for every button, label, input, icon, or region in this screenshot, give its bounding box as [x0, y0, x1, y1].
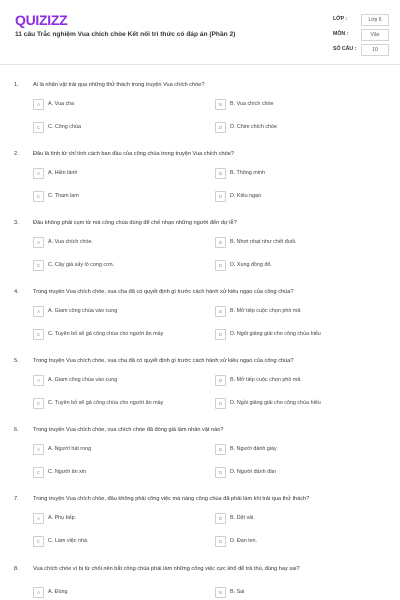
meta-subject-label: MÔN :	[333, 31, 349, 37]
option-a[interactable]	[33, 444, 193, 456]
option-letter-box: A	[33, 168, 44, 179]
option-letter-box: A	[33, 99, 44, 110]
question-text: Đâu là tính từ chỉ tính cách ban đầu của công chúa trong truyện Vua chích chòe?	[33, 151, 235, 157]
option-letter-box: B	[215, 375, 226, 386]
question-3	[0, 220, 400, 290]
question-number: 1.	[14, 82, 19, 88]
meta-subject	[333, 29, 389, 41]
option-letter-box: B	[215, 513, 226, 524]
option-c[interactable]	[33, 122, 193, 134]
meta-count-label: SỐ CÂU :	[333, 46, 357, 52]
question-number: 3.	[14, 220, 19, 226]
question-7	[0, 496, 400, 566]
option-letter-box: A	[33, 444, 44, 455]
option-c[interactable]	[33, 536, 193, 548]
option-text: A. Phụ bếp.	[48, 514, 77, 521]
option-text: C. Tham lam	[48, 192, 79, 199]
option-text: B. Sai	[230, 588, 245, 595]
question-6	[0, 427, 400, 497]
question-number: 7.	[14, 496, 19, 502]
option-letter-box: D	[215, 398, 226, 409]
option-text: C. Người ăn xin	[48, 468, 87, 475]
option-text: B. Người đánh giày	[230, 445, 277, 452]
option-text: A. Vua cha	[48, 100, 75, 107]
question-text: Trong truyện Vua chích chòe, vua chích chòe đã đóng giả làm nhân vật nào?	[33, 427, 224, 433]
option-letter-box: A	[33, 375, 44, 386]
option-a[interactable]	[33, 168, 193, 180]
option-letter-box: D	[215, 467, 226, 478]
question-5	[0, 358, 400, 428]
option-b[interactable]	[215, 375, 375, 387]
option-a[interactable]	[33, 99, 193, 111]
option-letter-box: B	[215, 99, 226, 110]
option-b[interactable]	[215, 444, 375, 456]
option-text: A. Vua chích chòe.	[48, 238, 94, 245]
option-letter-box: C	[33, 467, 44, 478]
question-number: 2.	[14, 151, 19, 157]
option-text: D. Xung đồng đỏ.	[230, 261, 272, 268]
option-b[interactable]	[215, 168, 375, 180]
option-a[interactable]	[33, 375, 193, 387]
option-letter-box: B	[215, 306, 226, 317]
meta-subject-value: Văn	[361, 29, 389, 41]
option-letter-box: C	[33, 191, 44, 202]
question-1	[0, 82, 400, 152]
meta-grade-label: LỚP :	[333, 16, 348, 22]
option-a[interactable]	[33, 513, 193, 525]
option-a[interactable]	[33, 587, 193, 599]
option-letter-box: C	[33, 260, 44, 271]
option-letter-box: D	[215, 191, 226, 202]
option-c[interactable]	[33, 191, 193, 203]
option-letter-box: B	[215, 168, 226, 179]
meta-grade-value: Lớp 6	[361, 14, 389, 26]
option-letter-box: C	[33, 398, 44, 409]
option-letter-box: D	[215, 536, 226, 547]
option-d[interactable]	[215, 467, 375, 479]
option-text: C. Làm việc nhà.	[48, 537, 89, 544]
option-c[interactable]	[33, 398, 193, 410]
option-letter-box: A	[33, 237, 44, 248]
option-text: D. Đan len.	[230, 537, 257, 544]
option-d[interactable]	[215, 122, 375, 134]
question-text: Trong truyện Vua chích chòe, đâu không phải công việc mà nàng công chúa đã phải làm khi trải qua thử thách?	[33, 496, 310, 502]
option-letter-box: D	[215, 260, 226, 271]
question-number: 6.	[14, 427, 19, 433]
meta-grade	[333, 14, 389, 26]
option-c[interactable]	[33, 467, 193, 479]
option-text: C. Công chúa	[48, 123, 81, 130]
option-text: D. Ngồi giảng giải cho công chúa hiểu	[230, 399, 321, 406]
worksheet-header	[0, 0, 400, 62]
option-letter-box: C	[33, 536, 44, 547]
option-text: D. Người đánh đàn	[230, 468, 277, 475]
option-b[interactable]	[215, 513, 375, 525]
option-d[interactable]	[215, 536, 375, 548]
question-4	[0, 289, 400, 359]
option-letter-box: A	[33, 306, 44, 317]
option-d[interactable]	[215, 260, 375, 272]
option-letter-box: D	[215, 122, 226, 133]
option-b[interactable]	[215, 587, 375, 599]
option-text: B. Nhợt nhạt như chết đuối.	[230, 238, 297, 245]
option-text: A. Người hát rong	[48, 445, 92, 452]
question-number: 4.	[14, 289, 19, 295]
option-letter-box: B	[215, 587, 226, 598]
option-c[interactable]	[33, 260, 193, 272]
question-text: Trong truyện Vua chích chòe, vua cha đã có quyết định gì trước cách hành xử kiêu ngạo của công chúa?	[33, 289, 294, 295]
option-a[interactable]	[33, 237, 193, 249]
question-number: 5.	[14, 358, 19, 364]
question-text: Trong truyện Vua chích chòe, vua cha đã có quyết định gì trước cách hành xử kiêu ngạo của công chúa?	[33, 358, 294, 364]
option-d[interactable]	[215, 329, 375, 341]
option-text: D. Chim chích chòe	[230, 123, 278, 130]
question-text: Đâu không phải cụm từ mà công chúa dùng để chế nhạo những người đến dự lễ?	[33, 220, 237, 226]
option-text: C. Cây giá sấy lò cong cơn.	[48, 261, 115, 268]
question-8	[0, 566, 400, 600]
option-text: B. Thông minh	[230, 169, 265, 176]
option-letter-box: C	[33, 122, 44, 133]
option-text: B. Dệt vải.	[230, 514, 255, 521]
option-letter-box: A	[33, 513, 44, 524]
option-letter-box: B	[215, 444, 226, 455]
question-number: 8.	[14, 566, 19, 572]
option-text: D. Kiêu ngạo	[230, 192, 262, 199]
question-text: Vua chích chòe vì bị từ chối nên bắt công chúa phải làm những công việc cực khổ để trả thù, đúng hay sai?	[33, 566, 300, 572]
meta-count	[333, 44, 389, 56]
question-2	[0, 151, 400, 221]
option-text: C. Tuyên bố sẽ gả công chúa cho người ăn mày	[48, 330, 164, 337]
option-text: D. Ngôi giảng giải cho công chúa hiểu	[230, 330, 321, 337]
meta-count-value: 10	[361, 44, 389, 56]
option-letter-box: A	[33, 587, 44, 598]
option-text: B. Mở tiếp cuộc chọn phò mã	[230, 307, 301, 314]
option-text: B. Mở tiếp cuộc chọn phò mã	[230, 376, 301, 383]
question-text: Ai là nhân vật trải qua những thử thách trong truyện Vua chích chòe?	[33, 82, 205, 88]
option-a[interactable]	[33, 306, 193, 318]
option-d[interactable]	[215, 398, 375, 410]
option-text: A. Đúng	[48, 588, 68, 595]
option-b[interactable]	[215, 99, 375, 111]
option-text: A. Hiền lành	[48, 169, 78, 176]
quizizz-logo: QUIZIZZ	[15, 12, 68, 28]
option-d[interactable]	[215, 191, 375, 203]
option-text: C. Tuyên bố sẽ gả công chúa cho người ăn mày	[48, 399, 164, 406]
option-c[interactable]	[33, 329, 193, 341]
option-letter-box: B	[215, 237, 226, 248]
option-text: B. Vua chích chòe	[230, 100, 274, 107]
option-b[interactable]	[215, 306, 375, 318]
option-b[interactable]	[215, 237, 375, 249]
option-letter-box: D	[215, 329, 226, 340]
option-text: A. Giam công chúa vào cung	[48, 376, 118, 383]
header-divider	[0, 64, 400, 65]
option-text: A. Giam công chúa vào cung	[48, 307, 118, 314]
worksheet-title: 11 câu Trắc nghiệm Vua chích chòe Kết nối tri thức có đáp án (Phần 2)	[15, 31, 236, 38]
option-letter-box: C	[33, 329, 44, 340]
